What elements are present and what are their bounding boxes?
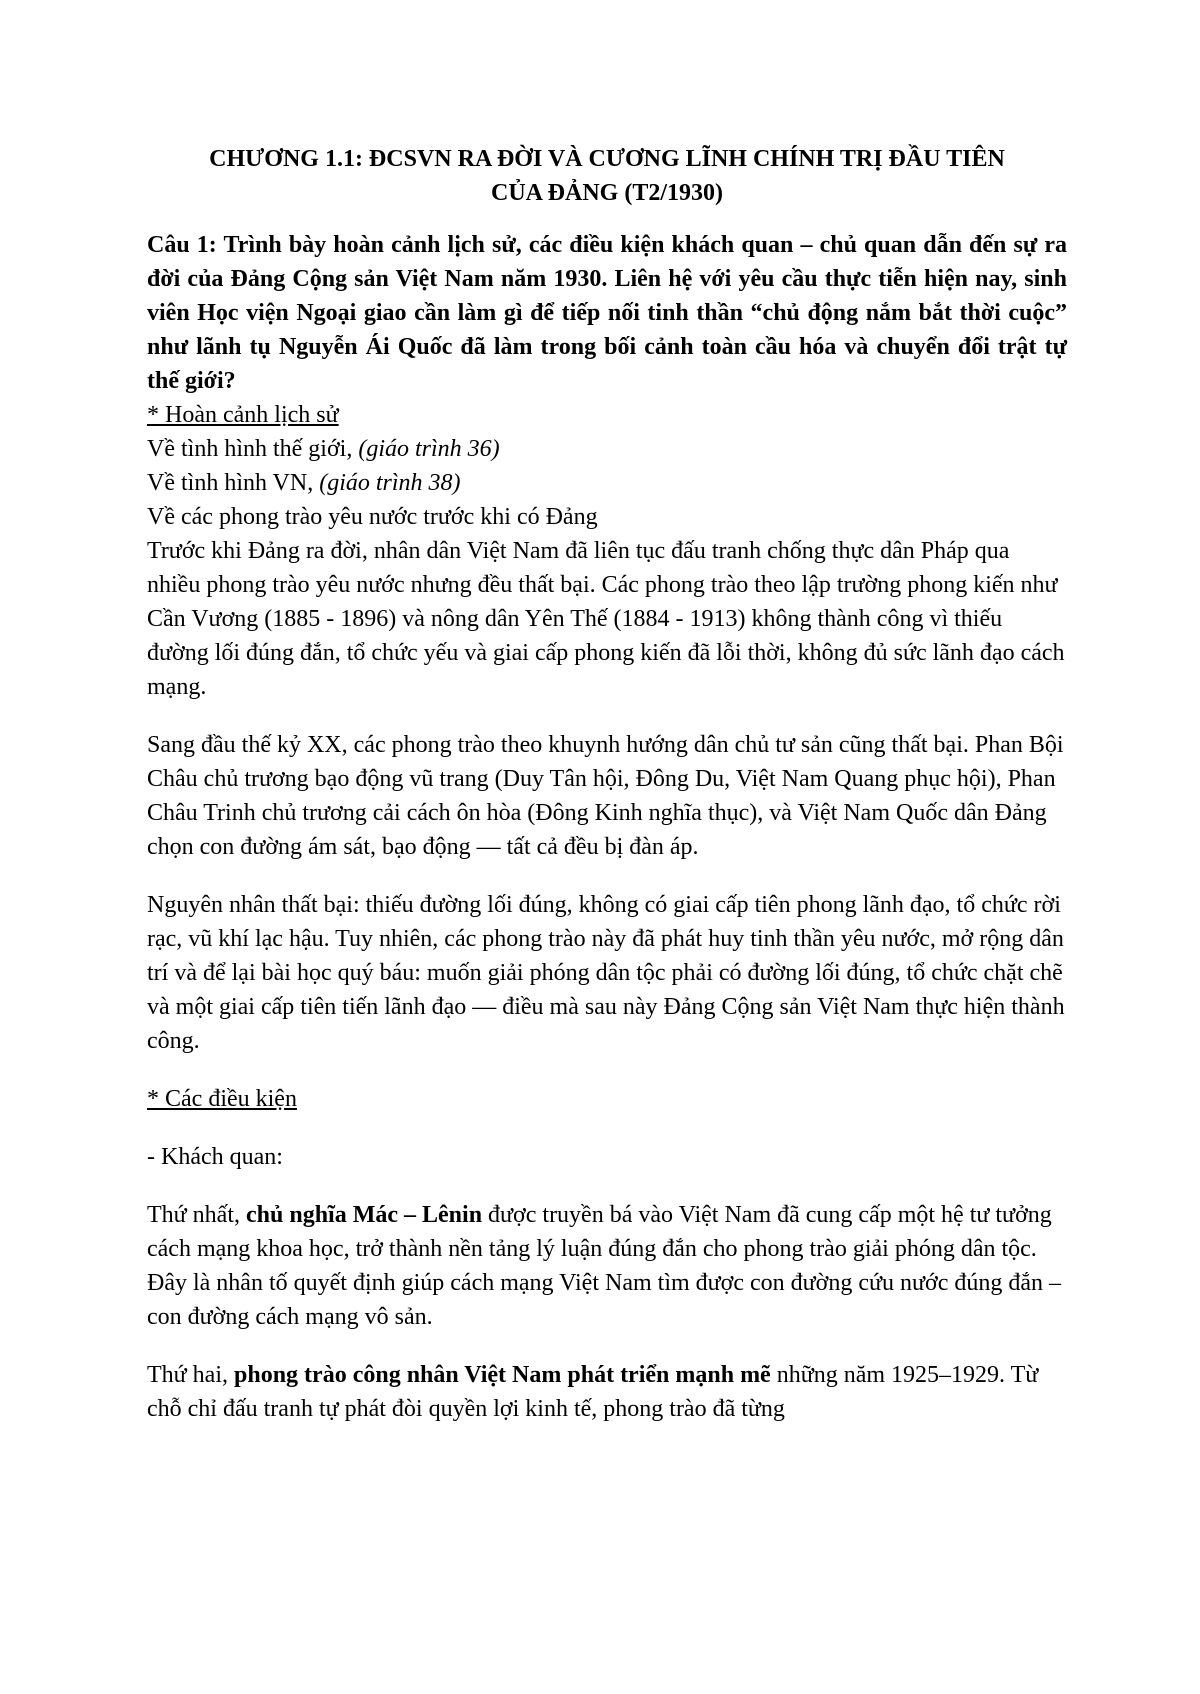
world-situation-text: Về tình hình thế giới,: [147, 436, 359, 462]
paragraph-failure-reasons: Nguyên nhân thất bại: thiếu đường lối đúng, không có giai cấp tiên phong lãnh đạo, tổ chức rời rạc, vũ khí lạc hậu. Tuy nhiên, các phong trào này đã phát huy tinh thần yêu nước, mở rộng dân trí và để lại bài học quý báu: muốn giải phóng dân tộc phải có đường lối đúng, tổ chức chặt chẽ và một giai cấp tiên tiến lãnh đạo — điều mà sau này Đảng Cộng sản Việt Nam thực hiện thành công.: [147, 892, 1065, 1054]
vn-situation-text: Về tình hình VN,: [147, 470, 320, 496]
section-heading-conditions: * Các điều kiện: [147, 1086, 297, 1112]
section-heading-context: * Hoàn cảnh lịch sử: [147, 402, 339, 428]
first-prefix: Thứ nhất,: [147, 1202, 246, 1228]
vn-situation-reference: (giáo trình 38): [319, 470, 461, 496]
first-emphasis: chủ nghĩa Mác – Lênin: [246, 1202, 483, 1228]
objective-heading: - Khách quan:: [147, 1144, 283, 1170]
section-conditions: [147, 1082, 1067, 1426]
movements-heading: Về các phong trào yêu nước trước khi có Đảng: [147, 504, 598, 530]
paragraph-second-condition: [147, 1358, 1067, 1426]
world-situation-reference: (giáo trình 36): [358, 436, 500, 462]
document-page: [147, 120, 1067, 1450]
question-text: Câu 1: Trình bày hoàn cảnh lịch sử, các điều kiện khách quan – chủ quan dẫn đến sự ra đời của Đảng Cộng sản Việt Nam năm 1930. Liên hệ với yêu cầu thực tiễn hiện nay, sinh viên Học viện Ngoại giao cần làm gì để tiếp nối tinh thần “chủ động nắm bắt thời cuộc” như lãnh tụ Nguyễn Ái Quốc đã làm trong bối cảnh toàn cầu hóa và chuyển đổi trật tự thế giới?: [147, 232, 1067, 394]
paragraph-early-movements: Trước khi Đảng ra đời, nhân dân Việt Nam đã liên tục đấu tranh chống thực dân Pháp qua nhiều phong trào yêu nước nhưng đều thất bại. Các phong trào theo lập trường phong kiến như Cần Vương (1885 - 1896) và nông dân Yên Thế (1884 - 1913) không thành công vì thiếu đường lối đúng đắn, tổ chức yếu và giai cấp phong kiến đã lỗi thời, không đủ sức lãnh đạo cách mạng.: [147, 538, 1065, 700]
second-rest: những năm 1925–1929. Từ chỗ chỉ đấu tranh tự phát đòi quyền lợi kinh tế, phong trào đã từng: [147, 1362, 1039, 1422]
vn-situation-line: [147, 466, 1067, 500]
first-rest: được truyền bá vào Việt Nam đã cung cấp một hệ tư tưởng cách mạng khoa học, trở thành nền tảng lý luận đúng đắn cho phong trào giải phóng dân tộc. Đây là nhân tố quyết định giúp cách mạng Việt Nam tìm được con đường cứu nước đúng đắn – con đường cách mạng vô sản.: [147, 1202, 1062, 1330]
paragraph-20th-century: Sang đầu thế kỷ XX, các phong trào theo khuynh hướng dân chủ tư sản cũng thất bại. Phan Bội Châu chủ trương bạo động vũ trang (Duy Tân hội, Đông Du, Việt Nam Quang phục hội), Phan Châu Trinh chủ trương cải cách ôn hòa (Đông Kinh nghĩa thục), và Việt Nam Quốc dân Đảng chọn con đường ám sát, bạo động — tất cả đều bị đàn áp.: [147, 732, 1064, 860]
second-emphasis: phong trào công nhân Việt Nam phát triển mạnh mẽ: [234, 1362, 771, 1388]
chapter-title: [147, 142, 1067, 210]
chapter-title-line-1: CHƯƠNG 1.1: ĐCSVN RA ĐỜI VÀ CƯƠNG LĨNH CHÍNH TRỊ ĐẦU TIÊN: [209, 146, 1005, 172]
section-historical-context: [147, 398, 1067, 1058]
chapter-title-line-2: CỦA ĐẢNG (T2/1930): [491, 180, 723, 206]
paragraph-first-condition: [147, 1198, 1067, 1334]
second-prefix: Thứ hai,: [147, 1362, 234, 1388]
world-situation-line: [147, 432, 1067, 466]
